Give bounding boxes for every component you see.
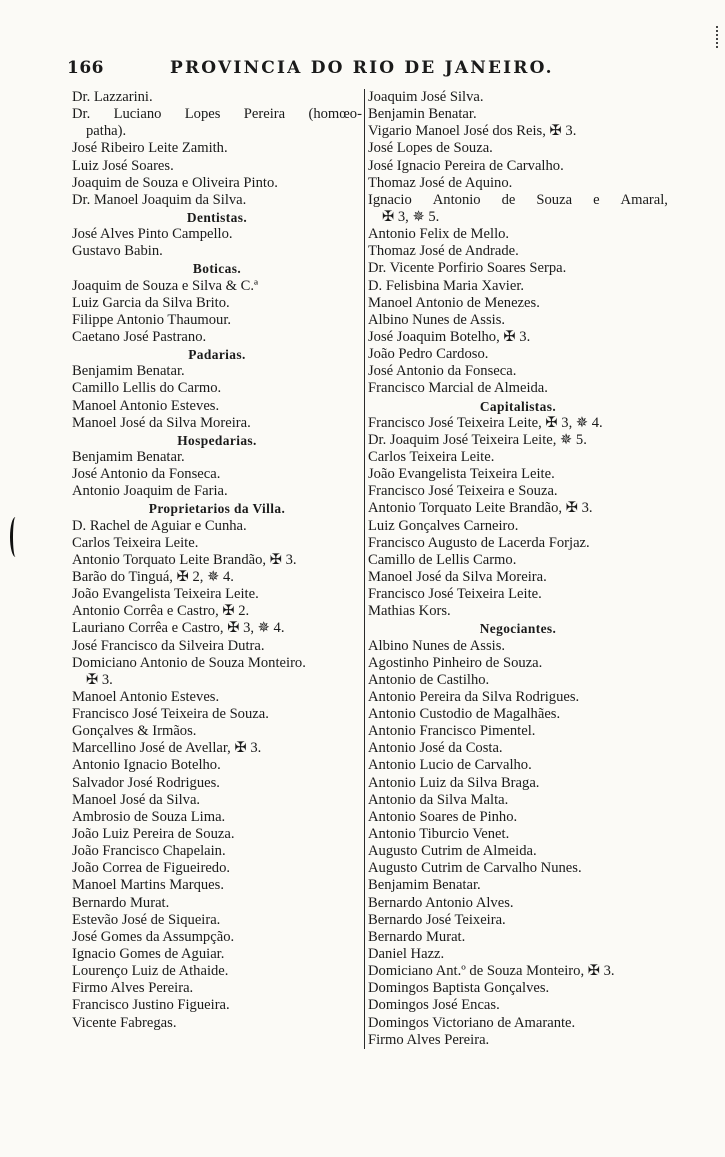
directory-entry: Carlos Teixeira Leite. [72, 534, 199, 551]
directory-entry: Thomaz José de Aquino. [368, 174, 513, 191]
entry-word: Souza [536, 191, 573, 208]
directory-entry: Antonio Tiburcio Venet. [368, 826, 510, 843]
directory-entry: Manoel José da Silva Moreira. [368, 568, 547, 585]
entry-word: e [593, 191, 600, 208]
directory-entry: José Gomes da Assumpção. [72, 928, 235, 945]
entry-word: Antonio [432, 191, 481, 208]
directory-entry: Firmo Alves Pereira. [72, 980, 194, 997]
directory-entry: José Antonio da Fonseca. [72, 466, 221, 483]
directory-entry: D. Rachel de Aguiar e Cunha. [72, 517, 247, 534]
left-column [72, 89, 362, 1032]
directory-entry: Luiz Garcia da Silva Brito. [72, 294, 230, 311]
directory-entry: Filippe Antonio Thaumour. [72, 311, 232, 328]
directory-entry: Augusto Cutrim de Carvalho Nunes. [368, 860, 582, 877]
directory-entry: Daniel Hazz. [368, 946, 445, 963]
section-heading: Hospedarias. [177, 432, 257, 448]
directory-entry: Benjamin Benatar. [368, 106, 477, 123]
directory-entry: Camillo de Lellis Carmo. [368, 551, 517, 568]
right-column [364, 89, 668, 1049]
entry-word: Dr. [72, 106, 91, 123]
directory-entry: Benjamim Benatar. [72, 363, 185, 380]
directory-entry: Francisco Justino Figueira. [72, 997, 230, 1014]
directory-entry: Barão do Tinguá, ✠ 2, ✵ 4. [72, 568, 234, 585]
directory-entry: Domingos Victoriano de Amarante. [368, 1014, 576, 1031]
directory-entry: patha). [86, 123, 127, 140]
directory-entry: Agostinho Pinheiro de Souza. [368, 654, 543, 671]
directory-entry: Francisco Marcial de Almeida. [368, 380, 548, 397]
directory-entry: João Luiz Pereira de Souza. [72, 826, 235, 843]
entry-word: Amaral, [620, 191, 668, 208]
directory-entry: José Francisco da Silveira Dutra. [72, 637, 265, 654]
directory-entry: Francisco José Teixeira de Souza. [72, 706, 269, 723]
directory-entry: Firmo Alves Pereira. [368, 1031, 490, 1048]
directory-entry: Domingos Baptista Gonçalves. [368, 980, 550, 997]
directory-entry: Ambrosio de Souza Lima. [72, 808, 226, 825]
directory-entry: Camillo Lellis do Carmo. [72, 380, 222, 397]
entry-word: Lopes [184, 106, 221, 123]
entry-word: de [501, 191, 516, 208]
directory-entry: Albino Nunes de Assis. [368, 311, 506, 328]
directory-entry: Vicente Fabregas. [72, 1014, 177, 1031]
section-heading: Capitalistas. [479, 398, 557, 414]
directory-entry: Antonio da Silva Malta. [368, 791, 509, 808]
directory-entry: Caetano José Pastrano. [72, 328, 207, 345]
directory-entry: Francisco José Teixeira Leite. [368, 586, 542, 603]
section-heading: Negociantes. [479, 621, 557, 637]
page-number: 166 [67, 58, 104, 78]
directory-entry: Bernardo José Teixeira. [368, 911, 506, 928]
directory-entry: Mathias Kors. [368, 603, 451, 620]
directory-entry: ✠ 3. [86, 671, 113, 688]
section-heading: Padarias. [188, 347, 246, 363]
section-heading: Dentistas. [186, 209, 248, 225]
directory-entry: Antonio Ignacio Botelho. [72, 757, 221, 774]
directory-entry: Antonio Soares de Pinho. [368, 808, 518, 825]
directory-entry: Thomaz José de Andrade. [368, 243, 519, 260]
directory-entry: Ignacio Gomes de Aguiar. [72, 946, 225, 963]
directory-entry: Antonio Pereira da Silva Rodrigues. [368, 688, 580, 705]
directory-entry: Dr. Vicente Porfirio Soares Serpa. [368, 260, 567, 277]
directory-entry: Antonio Felix de Mello. [368, 226, 510, 243]
section-heading: Proprietarios da Villa. [148, 501, 286, 517]
directory-entry: Luiz Gonçalves Carneiro. [368, 517, 519, 534]
directory-entry: João Evangelista Teixeira Leite. [72, 586, 259, 603]
directory-entry: Manoel Martins Marques. [72, 877, 224, 894]
directory-entry: Francisco José Teixeira Leite, ✠ 3, ✵ 4. [368, 414, 603, 431]
directory-entry: Augusto Cutrim de Almeida. [368, 843, 537, 860]
directory-entry: ✠ 3, ✵ 5. [382, 208, 440, 225]
directory-entry: José Ignacio Pereira de Carvalho. [368, 157, 564, 174]
directory-entry [368, 192, 668, 209]
directory-entry: Benjamim Benatar. [72, 448, 185, 465]
directory-entry: José Ribeiro Leite Zamith. [72, 140, 228, 157]
directory-entry: D. Felisbina Maria Xavier. [368, 277, 525, 294]
directory-entry: Antonio Luiz da Silva Braga. [368, 774, 540, 791]
directory-entry: Domiciano Ant.º de Souza Monteiro, ✠ 3. [368, 963, 615, 980]
binding-ribbon [10, 517, 21, 557]
directory-entry: Gustavo Babin. [72, 243, 163, 260]
directory-entry: Marcellino José de Avellar, ✠ 3. [72, 740, 262, 757]
directory-entry: José Lopes de Souza. [368, 140, 493, 157]
directory-entry: Antonio Joaquim de Faria. [72, 483, 228, 500]
directory-entry: Vigario Manoel José dos Reis, ✠ 3. [368, 123, 577, 140]
directory-entry: Gonçalves & Irmãos. [72, 723, 197, 740]
directory-entry: Antonio de Castilho. [368, 671, 490, 688]
directory-entry: Benjamim Benatar. [368, 877, 481, 894]
directory-entry: Dr. Manoel Joaquim da Silva. [72, 191, 247, 208]
directory-entry: Antonio Torquato Leite Brandão, ✠ 3. [368, 500, 593, 517]
entry-word: Ignacio [368, 191, 412, 208]
directory-entry: Antonio José da Costa. [368, 740, 503, 757]
directory-entry: Dr. Joaquim José Teixeira Leite, ✵ 5. [368, 431, 587, 448]
directory-entry: Manoel Antonio Esteves. [72, 688, 220, 705]
running-title: PROVINCIA DO RIO DE JANEIRO. [170, 58, 554, 78]
directory-entry: Bernardo Murat. [368, 928, 466, 945]
directory-entry: Joaquim de Souza e Oliveira Pinto. [72, 174, 278, 191]
directory-entry: João Evangelista Teixeira Leite. [368, 466, 555, 483]
directory-entry: Salvador José Rodrigues. [72, 774, 220, 791]
directory-entry: Domiciano Antonio de Souza Monteiro. [72, 654, 306, 671]
directory-entry: Estevão José de Siqueira. [72, 911, 221, 928]
directory-entry: Domingos José Encas. [368, 997, 500, 1014]
directory-entry: João Pedro Cardoso. [368, 346, 489, 363]
directory-entry: Antonio Custodio de Magalhães. [368, 706, 561, 723]
directory-entry: Antonio Lucio de Carvalho. [368, 757, 532, 774]
directory-entry: José Joaquim Botelho, ✠ 3. [368, 328, 531, 345]
directory-entry: Joaquim José Silva. [368, 89, 484, 105]
directory-entry: José Alves Pinto Campello. [72, 226, 233, 243]
directory-entry [72, 106, 362, 123]
directory-entry: Bernardo Antonio Alves. [368, 894, 514, 911]
directory-entry: Francisco Augusto de Lacerda Forjaz. [368, 534, 590, 551]
directory-entry: Joaquim de Souza e Silva & C.ª [72, 277, 259, 294]
directory-entry: João Correa de Figueiredo. [72, 860, 231, 877]
directory-entry: Antonio Corrêa e Castro, ✠ 2. [72, 603, 250, 620]
directory-entry: Manoel Antonio de Menezes. [368, 294, 540, 311]
directory-entry: José Antonio da Fonseca. [368, 363, 517, 380]
directory-entry: Antonio Francisco Pimentel. [368, 723, 536, 740]
directory-entry: Luiz José Soares. [72, 157, 174, 174]
entry-word: Luciano [113, 106, 162, 123]
directory-entry: Lourenço Luiz de Athaide. [72, 963, 229, 980]
directory-entry: Antonio Torquato Leite Brandão, ✠ 3. [72, 551, 297, 568]
directory-entry: Manoel José da Silva. [72, 791, 201, 808]
directory-entry: Bernardo Murat. [72, 894, 170, 911]
directory-entry: Manoel José da Silva Moreira. [72, 414, 251, 431]
corner-mark [716, 26, 721, 48]
directory-entry: Lauriano Corrêa e Castro, ✠ 3, ✵ 4. [72, 620, 285, 637]
directory-entry: Francisco José Teixeira e Souza. [368, 483, 558, 500]
entry-word: (homœo- [308, 106, 362, 123]
directory-entry: João Francisco Chapelain. [72, 843, 226, 860]
entry-word: Pereira [243, 106, 286, 123]
section-heading: Boticas. [192, 261, 242, 277]
directory-entry: Dr. Lazzarini. [72, 89, 153, 105]
directory-entry: Albino Nunes de Assis. [368, 637, 506, 654]
directory-entry: Carlos Teixeira Leite. [368, 448, 495, 465]
directory-entry: Manoel Antonio Esteves. [72, 397, 220, 414]
